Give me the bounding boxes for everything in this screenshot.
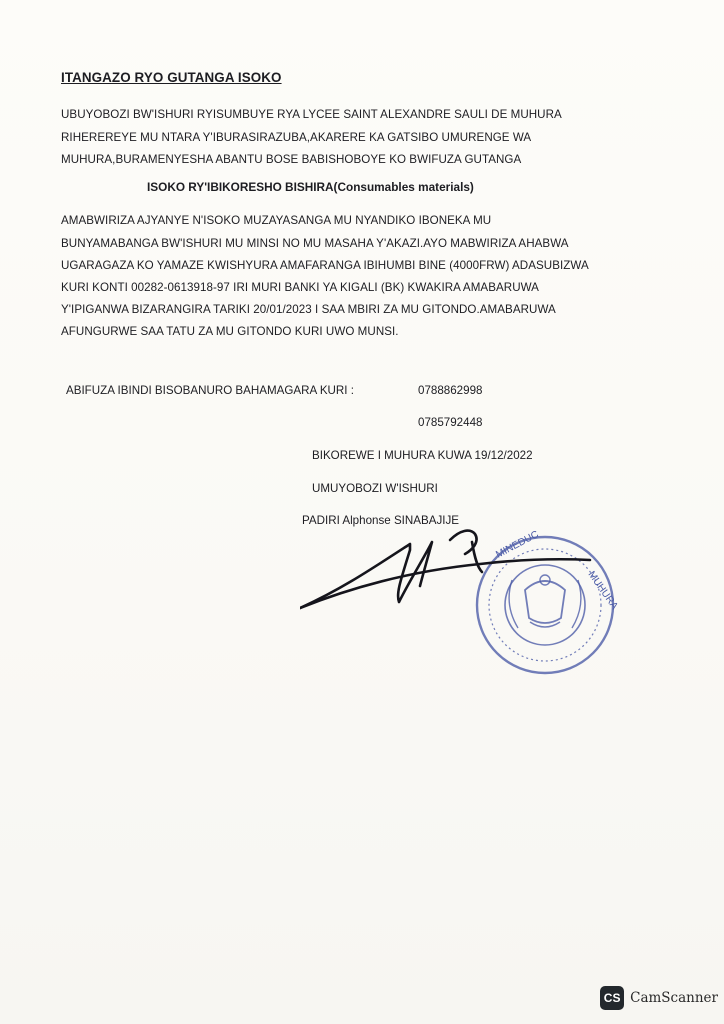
camscanner-label: CamScanner [630,990,718,1006]
intro-line-2: RIHEREREYE MU NTARA Y'IBURASIRAZUBA,AKARERE KA GATSIBO UMURENGE WA [61,131,532,144]
body-line-5: Y'IPIGANWA BIZARANGIRA TARIKI 20/01/2023 I SAA MBIRI ZA MU GITONDO.AMABARUWA [61,303,556,316]
signatory-role: UMUYOBOZI W'ISHURI [312,482,438,495]
signature-and-stamp [300,520,630,680]
phone-number-1: 0788862998 [418,384,483,397]
phone-number-2: 0785792448 [418,416,483,429]
intro-line-3: MUHURA,BURAMENYESHA ABANTU BOSE BABISHOBOYE KO BWIFUZA GUTANGA [61,153,522,166]
body-line-1: AMABWIRIZA AJYANYE N'ISOKO MUZAYASANGA MU NYANDIKO IBONEKA MU [61,214,492,227]
body-line-6: AFUNGURWE SAA TATU ZA MU GITONDO KURI UWO MUNSI. [61,325,399,338]
official-stamp [477,529,620,673]
body-line-4: KURI KONTI 00282-0613918-97 IRI MURI BANKI YA KIGALI (BK) KWAKIRA AMABARUWA [61,281,539,294]
body-line-3: UGARAGAZA KO YAMAZE KWISHYURA AMAFARANGA IBIHUMBI BINE (4000FRW) ADASUBIZWA [61,259,589,272]
intro-line-1: UBUYOBOZI BW'ISHURI RYISUMBUYE RYA LYCEE SAINT ALEXANDRE SAULI DE MUHURA [61,108,562,121]
svg-text:MUHURA: MUHURA [585,569,620,612]
body-line-2: BUNYAMABANGA BW'ISHURI MU MINSI NO MU MASAHA Y'AKAZI.AYO MABWIRIZA AHABWA [61,237,569,250]
place-date: BIKOREWE I MUHURA KUWA 19/12/2022 [312,449,533,462]
signatory-name: PADIRI Alphonse SINABAJIJE [302,514,460,527]
notice-title: ITANGAZO RYO GUTANGA ISOKO [61,70,282,85]
camscanner-icon: CS [600,986,624,1010]
svg-text:MINEDUC: MINEDUC [494,529,541,561]
contact-label: ABIFUZA IBINDI BISOBANURO BAHAMAGARA KURI : [66,384,354,397]
handwritten-signature [300,531,590,608]
tender-subheading: ISOKO RY'IBIKORESHO BISHIRA(Consumables materials) [147,180,474,194]
camscanner-watermark [600,986,718,1010]
